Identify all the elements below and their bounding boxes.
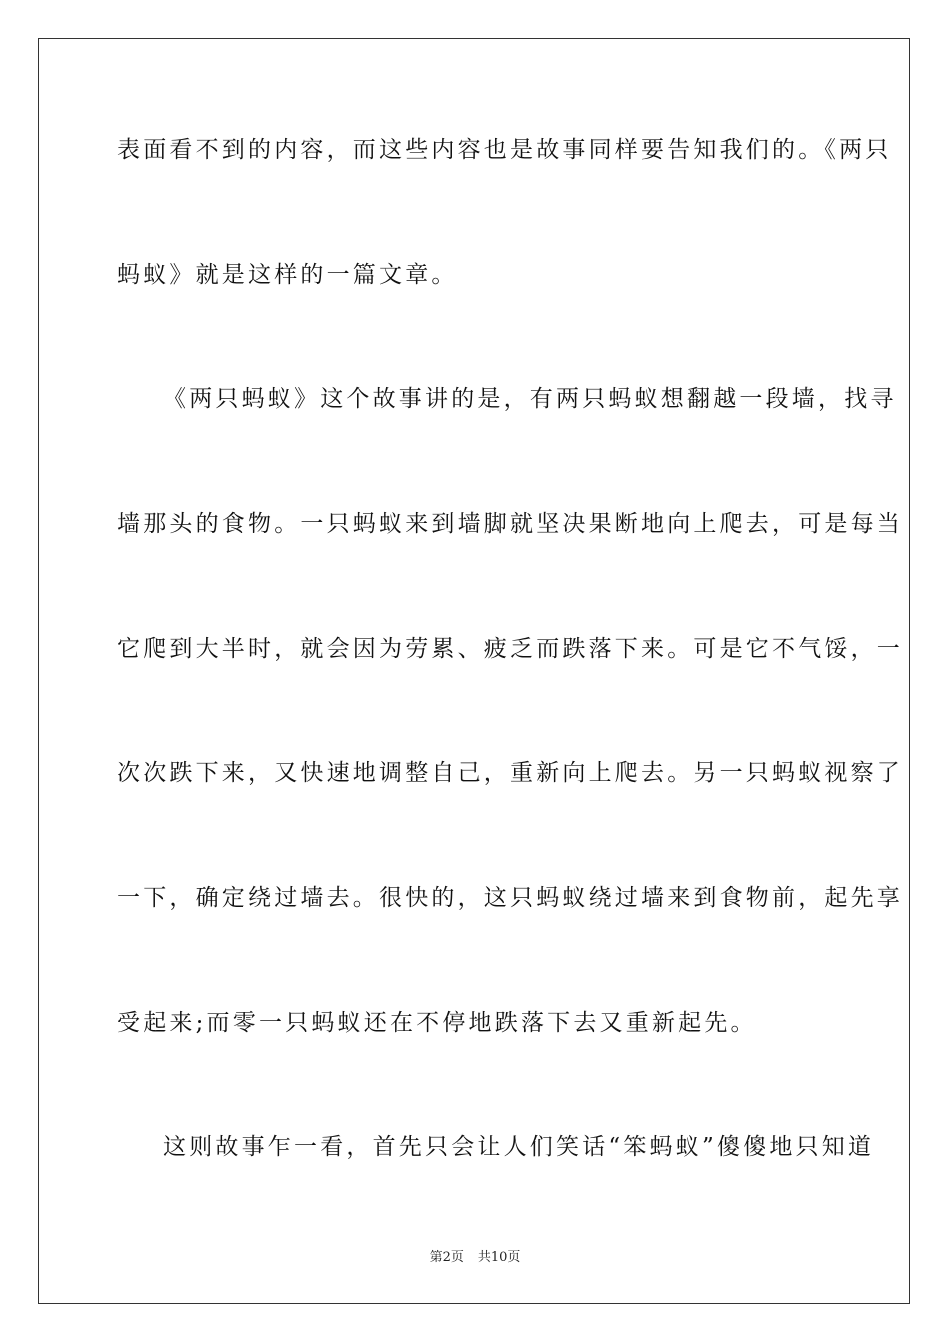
paragraph-3-line-1: 这则故事乍一看，首先只会让人们笑话“笨蚂蚁”傻傻地只知道 bbox=[163, 1134, 875, 1160]
text-line-6: 次次跌下来，又快速地调整自己，重新向上爬去。另一只蚂蚁视察了 bbox=[117, 760, 903, 786]
page-border bbox=[38, 38, 910, 1304]
text-line-4: 墙那头的食物。一只蚂蚁来到墙脚就坚决果断地向上爬去，可是每当 bbox=[117, 511, 903, 537]
text-line-1: 表面看不到的内容，而这些内容也是故事同样要告知我们的。《两只 bbox=[117, 137, 892, 163]
paragraph-2-line-1: 《两只蚂蚁》这个故事讲的是，有两只蚂蚁想翻越一段墙，找寻 bbox=[163, 386, 897, 412]
text-line-5: 它爬到大半时，就会因为劳累、疲乏而跌落下来。可是它不气馁，一 bbox=[117, 636, 903, 662]
text-line-2: 蚂蚁》就是这样的一篇文章。 bbox=[117, 262, 458, 288]
text-line-7: 一下，确定绕过墙去。很快的，这只蚂蚁绕过墙来到食物前，起先享 bbox=[117, 885, 903, 911]
page-footer bbox=[0, 1250, 950, 1266]
page-number: 第2页 bbox=[429, 1250, 464, 1265]
page-total: 共10页 bbox=[477, 1250, 521, 1265]
text-line-8: 受起来;而零一只蚂蚁还在不停地跌落下去又重新起先。 bbox=[117, 1010, 757, 1036]
